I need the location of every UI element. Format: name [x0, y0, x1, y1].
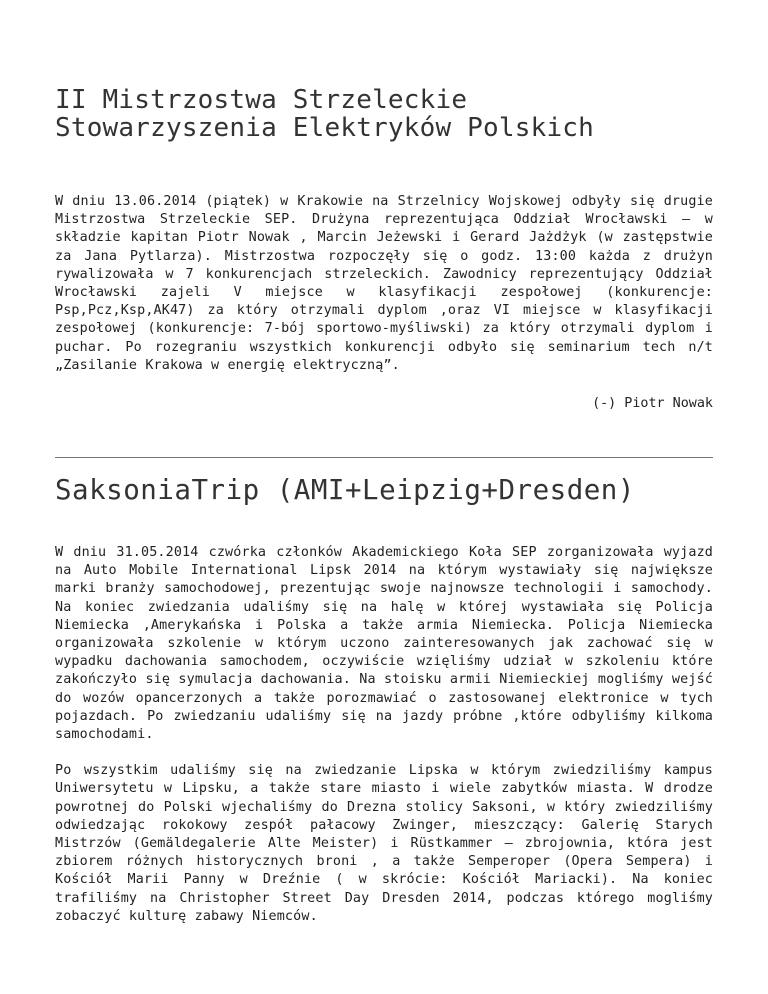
article-body: W dniu 13.06.2014 (piątek) w Krakowie na Strzelnicy Wojskowej odbyły się drugie Mistrzostwa Strzeleckie SEP. Drużyna reprezentująca Oddział Wrocławski – w składzie kapitan Piotr Nowak , Marcin Jeżewski i Gerard Jażdżyk (w zastępstwie za Jana Pytlarza). Mistrzostwa rozpoczęły się o godz. 13:00 każda z drużyn rywalizowała w 7 konkurencjach strzeleckich. Zawodnicy reprezentujący Oddział Wrocławski zajeli V miejsce w klasyfikacji zespołowej (konkurencje: Psp,Pcz,Ksp,AK47) za który otrzymali dyplom ,oraz VI miejsce w klasyfikacji zespołowej (konkurencje: 7-bój sportowo-myśliwski) za który otrzymali dyplom i puchar. Po rozegraniu wszystkich konkurencji odbyło się seminarium tech n/t „Zasilanie Krakowa w energię elektryczną”. [55, 194, 713, 373]
section-divider [55, 457, 713, 458]
article-paragraph: Po wszystkim udaliśmy się na zwiedzanie Lipska w którym zwiedziliśmy kampus Uniwersytetu w Lipsku, a także stare miasto i wiele zabytków miasta. W drodze powrotnej do Polski wjechaliśmy do Drezna stolicy Saksoni, w który zwiedziliśmy odwiedzając rokokowy zespół pałacowy Zwinger, mieszczący: Galerię Starych Mistrzów (Gemäldegalerie Alte Meister) i Rüstkammer – zbrojownia, która jest zbiorem różnych historycznych broni , a także Semperoper (Opera Sempera) i Kościół Marii Panny w Dreźnie ( w skrócie: Kościół Mariacki). Na koniec trafiliśmy na Christopher Street Day Dresden 2014, podczas którego mogliśmy zobaczyć kulturę zabawy Niemców. [55, 763, 713, 924]
article-title [55, 86, 713, 142]
article-saxony-trip [55, 474, 713, 926]
article-signature: (-) Piotr Nowak [592, 396, 713, 412]
article-shooting-championship [55, 86, 713, 413]
article-paragraph: W dniu 31.05.2014 czwórka członków Akademickiego Koła SEP zorganizowała wyjazd na Auto Mobile International Lipsk 2014 na którym wystawiały się największe marki branży samochodowej, prezentując swoje najnowsze technologii i samochody. Na koniec zwiedzania udaliśmy się na halę w której wystawiała się Policja Niemiecka ,Amerykańska i Polska a także armia Niemiecka. Policja Niemiecka organizowała szkolenie w którym uczono zainteresowanych jak zachować się w wypadku dachowania samochodem, oczywiście wzięliśmy udział w szkoleniu które zakończyło się symulacja dachowania. Na stoisku armii Niemieckiej mogliśmy wejść do wozów opancerzonych a także porozmawiać o zastosowanej elektronice w tych pojazdach. Po zwiedzaniu udaliśmy się na jazdy próbne ,które odbyliśmy kilkoma samochodami. [55, 545, 713, 743]
article-title: SaksoniaTrip (AMI+Leipzig+Dresden) [55, 474, 635, 507]
document-page [55, 86, 713, 926]
article-title-line-2: Stowarzyszenia Elektryków Polskich [55, 113, 595, 143]
article-title-line-1: II Mistrzostwa Strzeleckie [55, 85, 468, 115]
